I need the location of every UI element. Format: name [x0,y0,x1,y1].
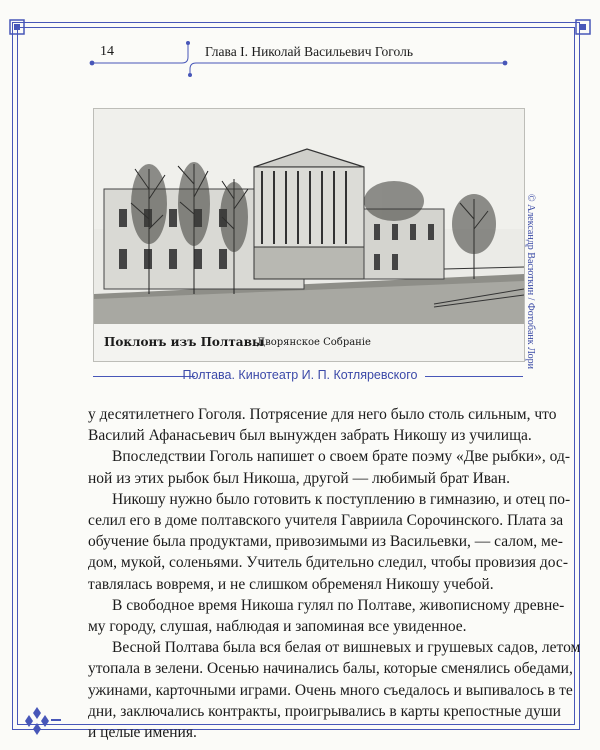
photo-postcard [93,108,525,362]
photo-building-illustration [94,109,524,361]
body-line: обучение была продуктами, привозимыми из Васильевки, — салом, ме- [88,533,563,551]
body-line: у десятилетнего Гоголя. Потрясение для него было столь сильным, что [88,406,557,423]
body-line: му городу, слушая, наблюдая и запоминая все увиденное. [88,618,467,636]
body-line: и целые имения. [88,724,197,742]
page-number: 14 [100,44,114,59]
postcard-caption-right: Дворянское Собранiе [257,337,371,348]
body-line: Василий Афанасьевич был вынужден забрать Никошу из училища. [88,427,532,445]
body-line: ной из этих рыбок был Никоша, другой — любимый брат Иван. [88,469,510,487]
postcard-caption-left: Поклонъ изъ Полтавы [104,335,264,349]
running-title: Глава I. Николай Васильевич Гоголь [205,44,413,59]
body-line: селил его в доме полтавского учителя Гавриила Сорочинского. Плата за [88,512,564,530]
body-line: утопала в зелени. Осенью начинались балы, которые сменялись обедами, [88,660,573,678]
corner-ornament-top-right [572,16,594,38]
body-line: ужинами, карточными играми. Очень много съедалось и выпивалось в те [88,681,573,699]
body-line: Впоследствии Гоголь напишет о своем брате поэму «Две рыбки», од- [112,448,571,466]
body-line: В свободное время Никоша гулял по Полтаве, живописному древне- [112,596,565,614]
body-line: тавлялась вовремя, и не слишком обременял Никошу учебой. [88,575,494,593]
corner-ornament-top-left [6,16,28,38]
body-line: дни, заключались контракты, проигрывались в карты крепостные души [88,702,561,720]
running-header [0,38,600,78]
corner-ornament-bottom-left [23,705,63,740]
body-text [88,404,581,743]
body-line: Весной Полтава была вся белая от вишневых и грушевых садов, летом [112,639,581,657]
photo-credit: © Александр Васюткин / Фотобанк Лори [525,194,536,370]
body-line: Никошу нужно было готовить к поступлению в гимназию, и отец по- [112,490,571,508]
body-line: дом, мукой, соленьями. Учитель бдительно следил, чтобы провизия дос- [88,554,568,572]
figure-caption: Полтава. Кинотеатр И. П. Котляревского [182,368,418,382]
